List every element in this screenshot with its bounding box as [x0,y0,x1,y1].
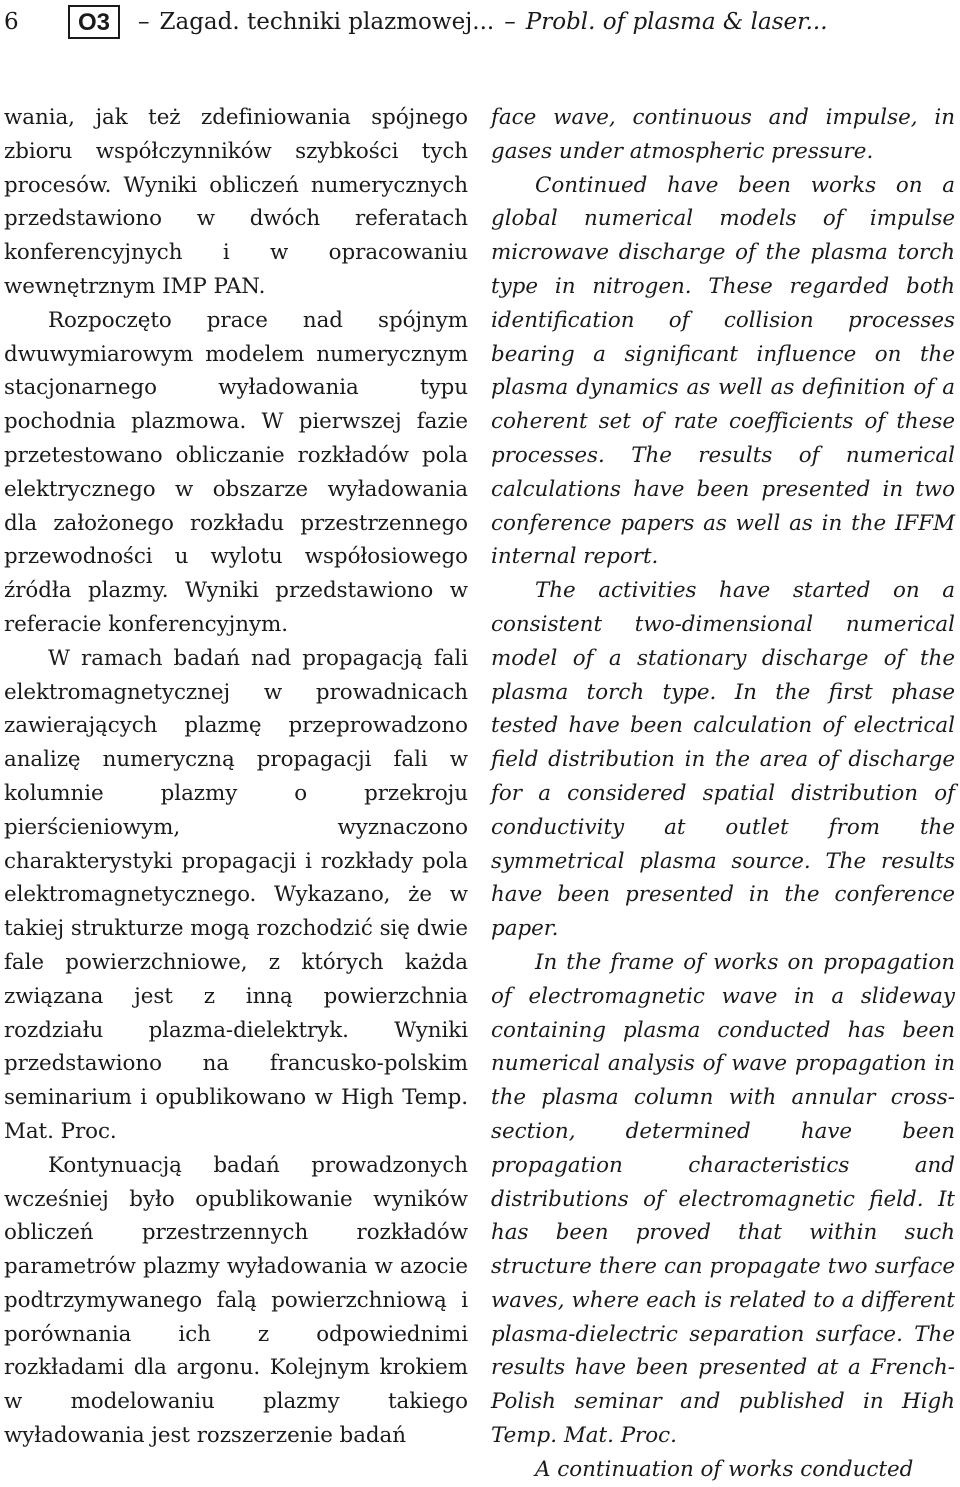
page-number: 6 [4,9,19,35]
running-header [4,2,956,42]
english-text-column [491,101,955,1482]
paragraph: Kontynuacją badań prowadzonych wcześniej było opublikowanie wyników obliczeń przestrzennych rozkładów parametrów plazmy wyładowania w azocie podtrzymywanego falą powierzchniową i porównania ich z odpowiednimi rozkładami dla argonu. Kolejnym krokiem w modelowaniu plazmy takiego wyładowania jest rozszerzenie badań [4,1152,468,1449]
header-dash: – [138,9,150,35]
paragraph: W ramach badań nad propagacją fali elektromagnetycznej w prowadnicach zawierających plazmę przeprowadzono analizę numeryczną propagacji fali w kolumnie plazmy o przekroju pierścieniowym, wyznaczono charakterystyki propagacji i rozkłady pola elektromagnetycznego. Wykazano, że w takiej strukturze mogą rozchodzić się dwie fale powierzchniowe, z których każda związana jest z inną powierzchnia rozdziału plazma-dielektryk. Wyniki przedstawiono na francusko-polskim seminarium i opublikowano w High Temp. Mat. Proc. [4,645,468,1144]
paragraph: Rozpoczęto prace nad spójnym dwuwymiarowym modelem numerycznym stacjonarnego wyładowania typu pochodnia plazmowa. W pierwszej fazie przetestowano obliczanie rozkładów pola elektrycznego w obszarze wyładowania dla założonego rozkładu przestrzennego przewodności u wylotu współosiowego źródła plazmy. Wyniki przedstawiono w referacie konferencyjnym. [4,307,468,637]
polish-text-column [4,101,468,1452]
paragraph: A continuation of works conducted [535,1456,914,1482]
paragraph: face wave, continuous and impulse, in gases under atmospheric pressure. [491,105,955,164]
paragraph: Continued have been works on a global numerical models of impulse microwave discharge of the plasma torch type in nitrogen. These regarded both identification of collision processes bearing a significant influence on the plasma dynamics as well as definition of a coherent set of rate coefficients of these processes. The results of numerical calculations have been presented in two conference papers as well as in the IFFM internal report. [491,172,955,570]
header-dash: – [504,9,516,35]
section-code-box: O3 [68,5,120,39]
header-title-polish: Zagad. techniki plazmowej... [159,9,495,35]
paragraph: wania, jak też zdefiniowania spójnego zbioru współczynników szybkości tych procesów. Wyniki obliczeń numerycznych przedstawiono w dwóch referatach konferencyjnych i w opracowaniu wewnętrznym IMP PAN. [4,105,468,299]
paragraph: The activities have started on a consistent two-dimensional numerical model of a stationary discharge of the plasma torch type. In the first phase tested have been calculation of electrical field distribution in the area of discharge for a considered spatial distribution of conductivity at outlet from the symmetrical plasma source. The results have been presented in the conference paper. [491,578,955,942]
header-title-english: Probl. of plasma & laser... [525,9,828,35]
paragraph: In the frame of works on propagation of electromagnetic wave in a slideway containing plasma conducted has been numerical analysis of wave propagation in the plasma column with annular cross-section, determined have been propagation characteristics and distributions of electromagnetic field. It has been proved that within such structure there can propagate two surface waves, where each is related to a different plasma-dielectric separation surface. The results have been presented at a French-Polish seminar and published in High Temp. Mat. Proc. [491,949,955,1449]
